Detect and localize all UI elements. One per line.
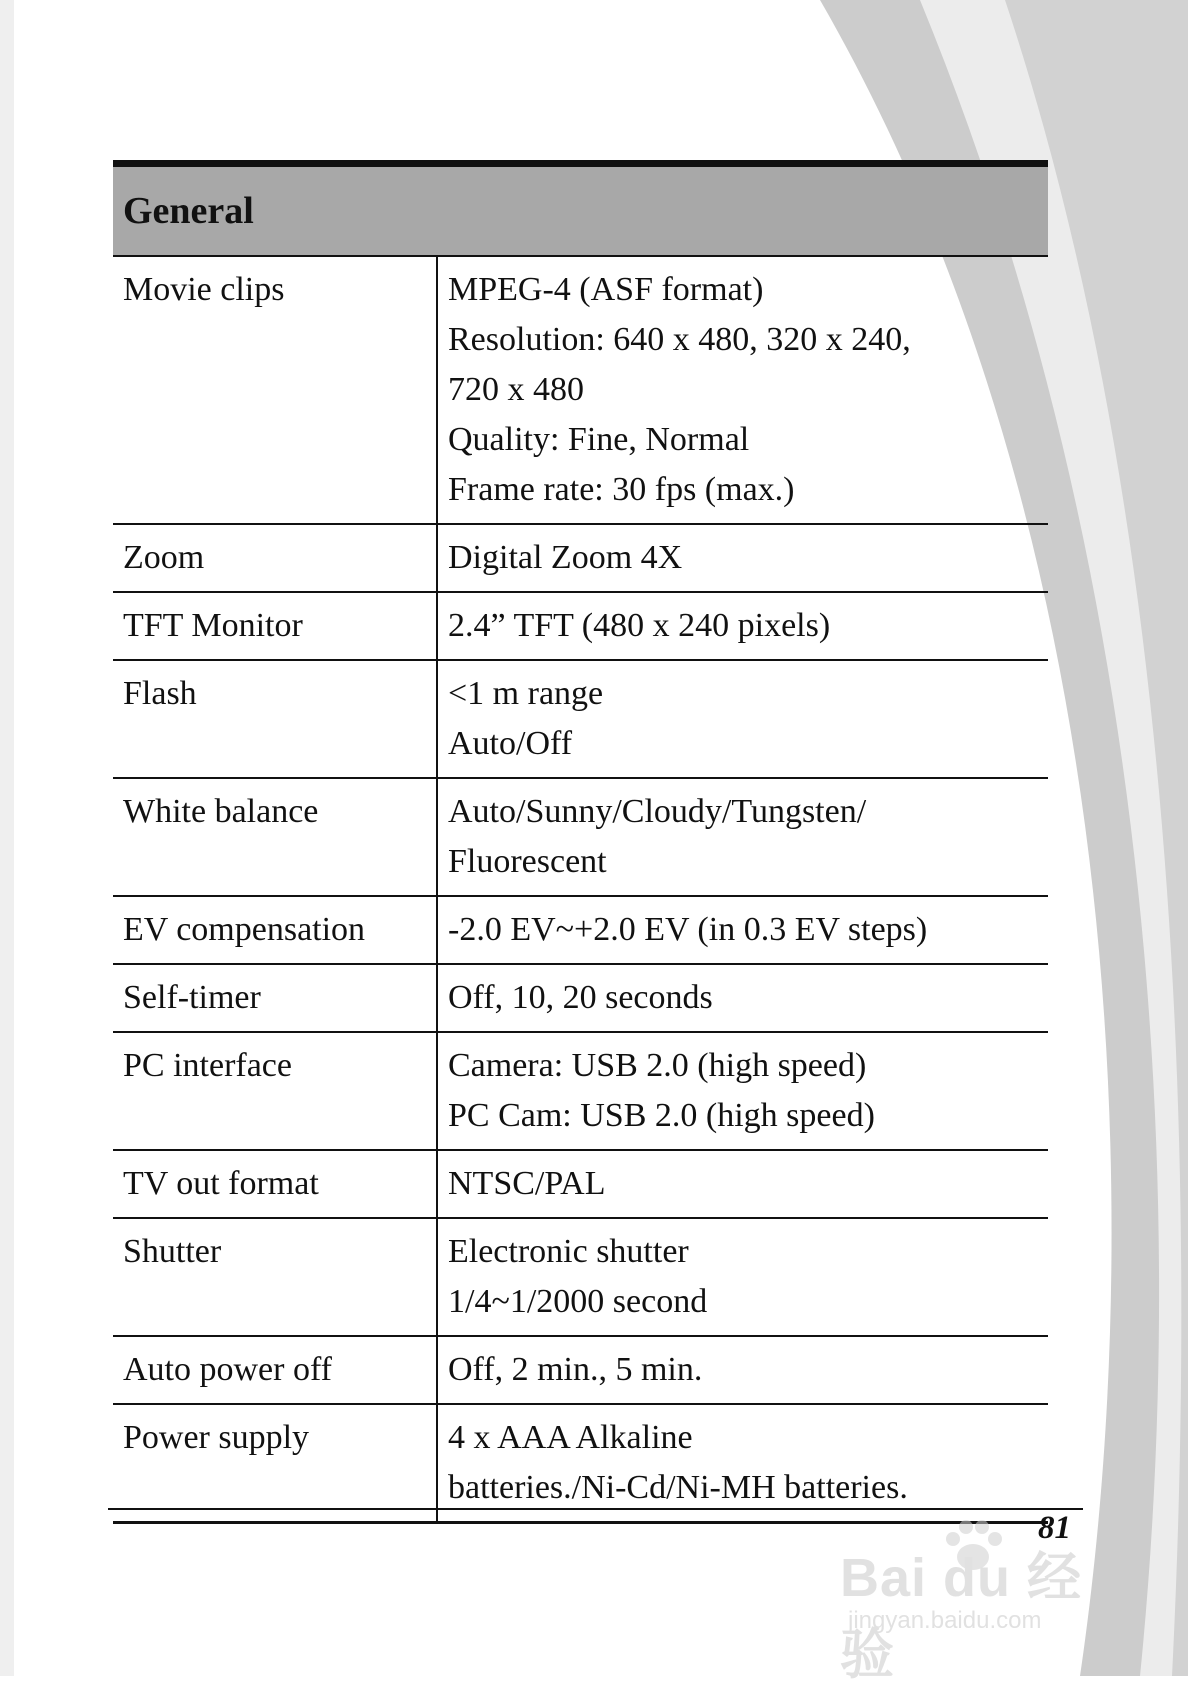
spec-value <box>437 660 1048 778</box>
spec-value <box>437 1032 1048 1150</box>
spec-label: Auto power off <box>113 1336 437 1404</box>
table-row <box>113 524 1048 592</box>
table-row <box>113 1404 1048 1523</box>
spec-label: EV compensation <box>113 896 437 964</box>
spec-label: Self-timer <box>113 964 437 1032</box>
spec-label: TV out format <box>113 1150 437 1218</box>
spec-value-line: 720 x 480 <box>448 371 584 408</box>
table-row <box>113 1150 1048 1218</box>
spec-value-line: Off, 2 min., 5 min. <box>448 1351 703 1388</box>
spec-value <box>437 964 1048 1032</box>
watermark-brand: Bai du 经验 <box>840 1548 1083 1685</box>
footer-rule <box>108 1508 1083 1510</box>
spec-value-line: Auto/Off <box>448 725 573 762</box>
spec-value-line: Frame rate: 30 fps (max.) <box>448 471 795 508</box>
table-row <box>113 964 1048 1032</box>
spec-value-line: Off, 10, 20 seconds <box>448 979 713 1016</box>
spec-value-line: PC Cam: USB 2.0 (high speed) <box>448 1097 875 1134</box>
spec-label: TFT Monitor <box>113 592 437 660</box>
spec-value-line: NTSC/PAL <box>448 1165 606 1202</box>
spec-value <box>437 1404 1048 1523</box>
table-row <box>113 896 1048 964</box>
spec-value <box>437 778 1048 896</box>
spec-value-line: <1 m range <box>448 675 604 712</box>
spec-value <box>437 592 1048 660</box>
spec-label: PC interface <box>113 1032 437 1150</box>
spec-label: White balance <box>113 778 437 896</box>
spec-table <box>113 160 1048 1524</box>
spec-value-line: MPEG-4 (ASF format) <box>448 271 764 308</box>
table-row <box>113 1336 1048 1404</box>
spec-label: Power supply <box>113 1404 437 1523</box>
spec-table-body <box>113 256 1048 1523</box>
spec-value-line: batteries./Ni-Cd/Ni-MH batteries. <box>448 1469 908 1506</box>
spec-value <box>437 256 1048 524</box>
table-row <box>113 1218 1048 1336</box>
table-header-row <box>113 164 1048 257</box>
spec-value-line: Fluorescent <box>448 843 607 880</box>
spec-value-line: 1/4~1/2000 second <box>448 1283 708 1320</box>
spec-value-line: 4 x AAA Alkaline <box>448 1419 693 1456</box>
watermark-url: jingyan.baidu.com <box>848 1607 1042 1634</box>
spec-value-line: 2.4” TFT (480 x 240 pixels) <box>448 607 831 644</box>
spec-value <box>437 1150 1048 1218</box>
table-row <box>113 660 1048 778</box>
table-row <box>113 1032 1048 1150</box>
spec-value-line: Camera: USB 2.0 (high speed) <box>448 1047 867 1084</box>
table-row <box>113 778 1048 896</box>
spec-value-line: Auto/Sunny/Cloudy/Tungsten/ <box>448 793 867 830</box>
spec-value <box>437 896 1048 964</box>
page-number: 81 <box>1038 1510 1071 1546</box>
table-header-general: General <box>113 164 1048 257</box>
spec-label: Movie clips <box>113 256 437 524</box>
spec-value-line: -2.0 EV~+2.0 EV (in 0.3 EV steps) <box>448 911 928 948</box>
spec-value-line: Quality: Fine, Normal <box>448 421 750 458</box>
table-row <box>113 256 1048 524</box>
spec-value-line: Digital Zoom 4X <box>448 539 683 576</box>
spec-label: Shutter <box>113 1218 437 1336</box>
spec-value <box>437 1336 1048 1404</box>
spec-label: Zoom <box>113 524 437 592</box>
spec-value <box>437 1218 1048 1336</box>
spec-value-line: Resolution: 640 x 480, 320 x 240, <box>448 321 911 358</box>
spec-label: Flash <box>113 660 437 778</box>
spec-value-line: Electronic shutter <box>448 1233 689 1270</box>
table-row <box>113 592 1048 660</box>
baidu-watermark <box>840 1515 1130 1685</box>
spec-value <box>437 524 1048 592</box>
